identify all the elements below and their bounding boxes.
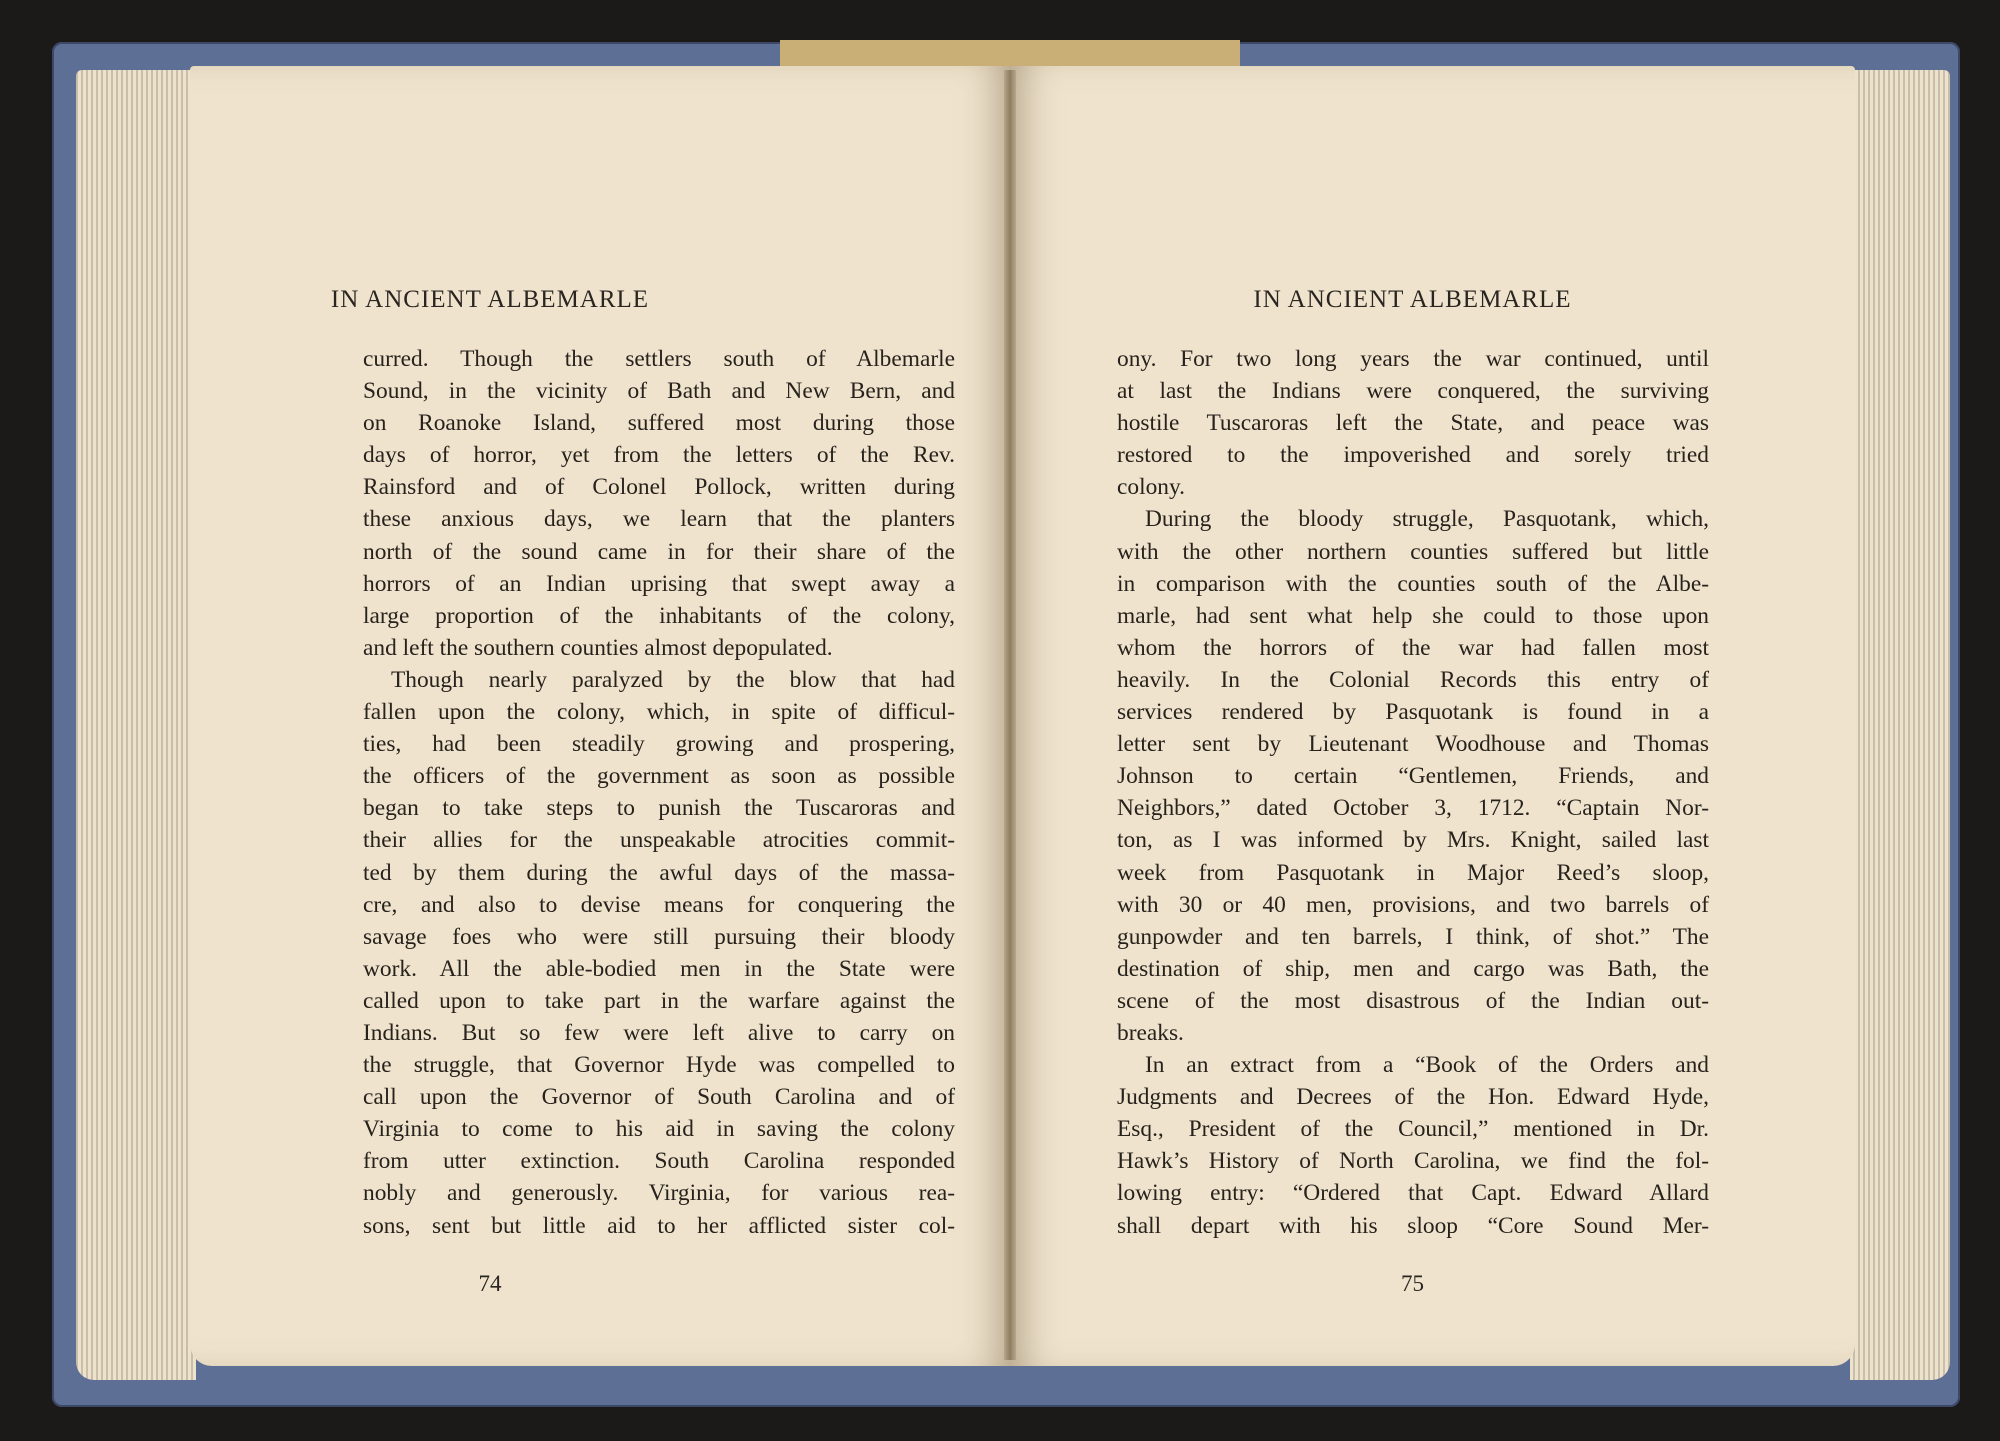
text-line: called upon to take part in the warfare against the (363, 987, 955, 1014)
text-line: these anxious days, we learn that the planters (363, 506, 955, 533)
text-line: call upon the Governor of South Carolina and of (363, 1084, 955, 1111)
text-line: Though nearly paralyzed by the blow that had (391, 666, 955, 693)
text-line: with the other northern counties suffered but little (1117, 538, 1709, 565)
text-line: breaks. (1117, 1019, 1184, 1046)
text-line: Hawk’s History of North Carolina, we find the fol- (1117, 1148, 1709, 1175)
right-page-edges (1850, 70, 1950, 1380)
text-line: with 30 or 40 men, provisions, and two barrels of (1117, 891, 1709, 918)
running-head-right: IN ANCIENT ALBEMARLE (1253, 286, 1572, 313)
text-line: lowing entry: “Ordered that Capt. Edward Allard (1117, 1180, 1709, 1207)
text-line: ony. For two long years the war continued, until (1117, 346, 1709, 372)
text-line: at last the Indians were conquered, the surviving (1117, 378, 1709, 405)
running-head-left: IN ANCIENT ALBEMARLE (330, 286, 650, 313)
text-line: days of horror, yet from the letters of the Rev. (363, 442, 955, 469)
text-line: Sound, in the vicinity of Bath and New Bern, and (363, 378, 955, 405)
text-line: During the bloody struggle, Pasquotank, which, (1145, 506, 1709, 533)
text-line: Indians. But so few were left alive to carry on (363, 1019, 955, 1046)
text-line: work. All the able-bodied men in the State were (363, 955, 955, 982)
text-line: sons, sent but little aid to her afflicted sister col- (363, 1212, 955, 1239)
text-line: ted by them during the awful days of the massa- (363, 859, 955, 886)
text-line: letter sent by Lieutenant Woodhouse and Thomas (1117, 731, 1709, 758)
text-line: services rendered by Pasquotank is found in a (1117, 699, 1709, 726)
text-line: on Roanoke Island, suffered most during those (363, 410, 955, 437)
text-line: horrors of an Indian uprising that swept away a (363, 570, 955, 597)
left-page (190, 66, 1010, 1366)
text-line: curred. Though the settlers south of Albemarle (363, 346, 955, 372)
text-line: savage foes who were still pursuing their bloody (363, 923, 955, 950)
text-line: Judgments and Decrees of the Hon. Edward Hyde, (1117, 1084, 1709, 1111)
left-page-body (363, 343, 955, 1242)
text-line: shall depart with his sloop “Core Sound Mer- (1117, 1212, 1709, 1239)
text-line: whom the horrors of the war had fallen most (1117, 634, 1709, 661)
text-line: week from Pasquotank in Major Reed’s sloop, (1117, 859, 1709, 886)
right-page (1010, 66, 1855, 1366)
text-line: ton, as I was informed by Mrs. Knight, sailed last (1117, 827, 1709, 854)
text-line: heavily. In the Colonial Records this entry of (1117, 666, 1709, 693)
text-line: destination of ship, men and cargo was Bath, the (1117, 955, 1709, 982)
right-page-body (1117, 343, 1709, 1242)
text-line: the officers of the government as soon as possible (363, 763, 955, 790)
text-line: fallen upon the colony, which, in spite of difficul- (363, 699, 955, 726)
text-line: cre, and also to devise means for conquering the (363, 891, 955, 918)
text-line: colony. (1117, 474, 1185, 501)
text-line: began to take steps to punish the Tuscaroras and (363, 795, 955, 822)
text-line: scene of the most disastrous of the Indian out- (1117, 987, 1709, 1014)
text-line: Virginia to come to his aid in saving the colony (363, 1116, 955, 1143)
page-number-right: 75 (1401, 1271, 1424, 1296)
text-line: gunpowder and ten barrels, I think, of shot.” The (1117, 923, 1709, 950)
text-line: the struggle, that Governor Hyde was compelled to (363, 1052, 955, 1079)
book-gutter (1004, 70, 1016, 1360)
text-line: Johnson to certain “Gentlemen, Friends, and (1117, 763, 1709, 790)
text-line: from utter extinction. South Carolina responded (363, 1148, 955, 1175)
text-line: large proportion of the inhabitants of the colony, (363, 602, 955, 629)
text-line: Neighbors,” dated October 3, 1712. “Captain Nor- (1117, 795, 1709, 822)
text-line: nobly and generously. Virginia, for various rea- (363, 1180, 955, 1207)
text-line: restored to the impoverished and sorely tried (1117, 442, 1709, 469)
text-line: and left the southern counties almost depopulated. (363, 634, 833, 661)
text-line: ties, had been steadily growing and prospering, (363, 731, 955, 758)
text-line: Rainsford and of Colonel Pollock, written during (363, 474, 955, 501)
text-line: Esq., President of the Council,” mentioned in Dr. (1117, 1116, 1709, 1143)
text-line: in comparison with the counties south of the Albe- (1117, 570, 1709, 597)
text-line: marle, had sent what help she could to those upon (1117, 602, 1709, 629)
text-line: their allies for the unspeakable atrocities commit- (363, 827, 955, 854)
text-line: north of the sound came in for their share of the (363, 538, 955, 565)
left-page-edges (76, 70, 196, 1380)
text-line: hostile Tuscaroras left the State, and peace was (1117, 410, 1709, 437)
text-line: In an extract from a “Book of the Orders and (1145, 1052, 1709, 1079)
page-number-left: 74 (478, 1271, 502, 1296)
